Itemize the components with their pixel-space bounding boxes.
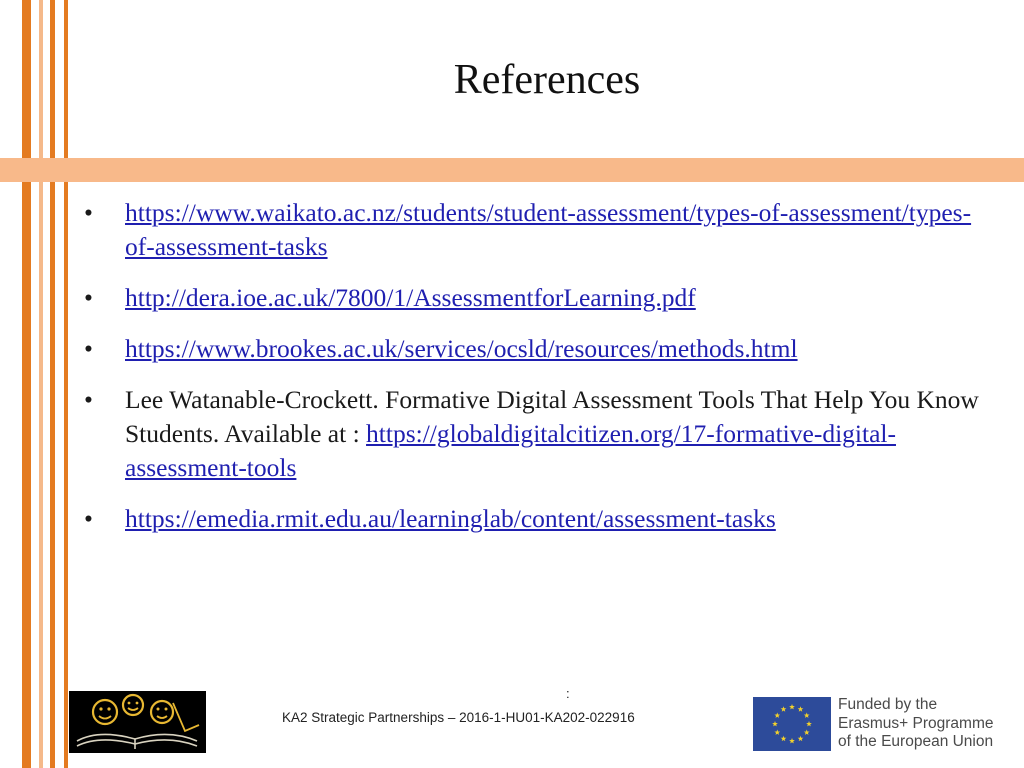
reference-link[interactable]: https://www.brookes.ac.uk/services/ocsld/resources/methods.html: [125, 334, 798, 363]
bullet-icon: •: [84, 198, 93, 227]
reference-link[interactable]: https://emedia.rmit.edu.au/learninglab/content/assessment-tasks: [125, 504, 776, 533]
slide-title: References: [453, 57, 641, 103]
bullet-icon: •: [84, 283, 93, 312]
bullet-icon: •: [84, 334, 93, 363]
reference-item: [84, 383, 984, 485]
bullet-icon: •: [84, 385, 93, 414]
reference-item: [84, 332, 984, 366]
reference-item: [84, 196, 984, 264]
references-list: [84, 196, 984, 553]
footer-project-text: KA2 Strategic Partnerships – 2016-1-HU01-KA202-022916: [282, 710, 635, 725]
left-bar-2: [39, 0, 43, 768]
students-reading-logo-icon: [69, 691, 206, 753]
header-band: [0, 158, 1024, 182]
reference-text: Lee Watanable-Crockett. Formative Digital Assessment Tools That Help You Know Students. Available at :: [125, 385, 979, 448]
reference-link[interactable]: https://www.waikato.ac.nz/students/student-assessment/types-of-assessment/types-of-assessment-tasks: [125, 198, 972, 261]
reference-item: [84, 281, 984, 315]
reference-link[interactable]: http://dera.ioe.ac.uk/7800/1/AssessmentforLearning.pdf: [125, 283, 696, 312]
left-bar-4: [64, 0, 68, 768]
eu-line: Erasmus+ Programme: [838, 714, 994, 732]
bullet-icon: •: [84, 504, 93, 533]
left-bar-3: [50, 0, 55, 768]
eu-line: Funded by the: [838, 696, 938, 713]
eu-flag-icon: [753, 697, 831, 751]
erasmus-funding-text: [838, 696, 993, 752]
reference-link[interactable]: https://globaldigitalcitizen.org/17-formative-digital-assessment-tools: [125, 419, 896, 482]
reference-item: [84, 502, 984, 536]
footer-colon: :: [566, 686, 570, 701]
left-bar-1: [22, 0, 31, 768]
eu-line: of the European Union: [838, 733, 994, 750]
